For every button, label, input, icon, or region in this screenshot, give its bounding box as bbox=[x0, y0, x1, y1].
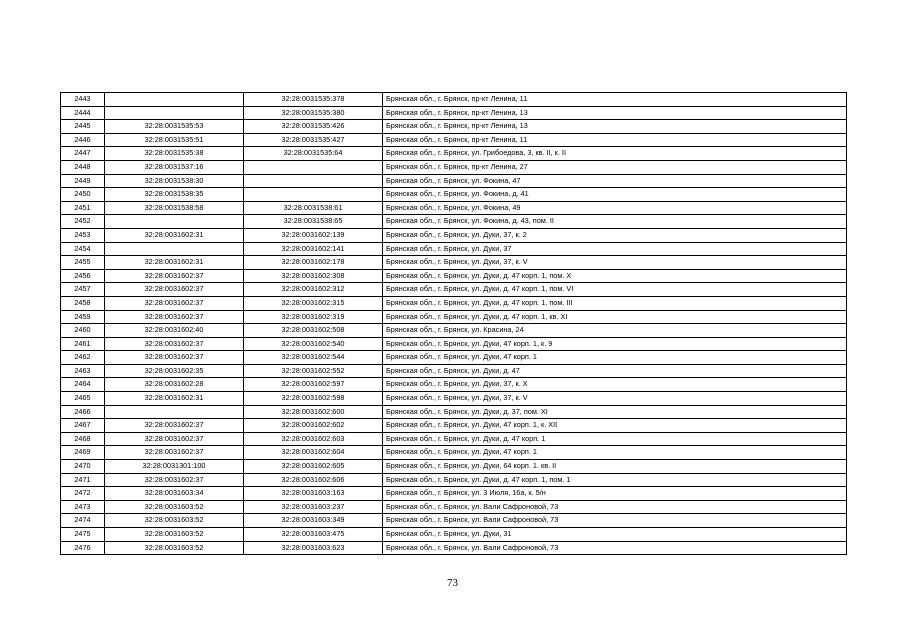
row-number-cell: 2475 bbox=[61, 528, 105, 542]
object-cadastral-cell: 32:28:0031535:380 bbox=[244, 106, 383, 120]
row-number-cell: 2471 bbox=[61, 473, 105, 487]
land-cadastral-cell: 32:28:0031602:37 bbox=[105, 296, 244, 310]
object-cadastral-cell: 32:28:0031602:552 bbox=[244, 364, 383, 378]
land-cadastral-cell: 32:28:0031603:52 bbox=[105, 541, 244, 555]
land-cadastral-cell: 32:28:0031603:52 bbox=[105, 514, 244, 528]
table-body bbox=[61, 93, 847, 555]
row-number-cell: 2459 bbox=[61, 310, 105, 324]
object-cadastral-cell: 32:28:0031603:237 bbox=[244, 500, 383, 514]
address-cell: Брянская обл., г. Брянск, ул. Дуки, 31 bbox=[383, 528, 847, 542]
land-cadastral-cell: 32:28:0031602:37 bbox=[105, 310, 244, 324]
table-row bbox=[61, 228, 847, 242]
land-cadastral-cell: 32:28:0031602:31 bbox=[105, 392, 244, 406]
land-cadastral-cell: 32:28:0031535:51 bbox=[105, 133, 244, 147]
address-cell: Брянская обл., г. Брянск, ул. Дуки, 47 корп. 1, к. XII bbox=[383, 419, 847, 433]
land-cadastral-cell: 32:28:0031538:35 bbox=[105, 188, 244, 202]
table-row bbox=[61, 541, 847, 555]
land-cadastral-cell: 32:28:0031602:37 bbox=[105, 269, 244, 283]
address-cell: Брянская обл., г. Брянск, ул. Дуки, 37, к. X bbox=[383, 378, 847, 392]
row-number-cell: 2445 bbox=[61, 120, 105, 134]
land-cadastral-cell: 32:28:0031602:37 bbox=[105, 432, 244, 446]
object-cadastral-cell: 32:28:0031602:544 bbox=[244, 351, 383, 365]
object-cadastral-cell: 32:28:0031602:597 bbox=[244, 378, 383, 392]
object-cadastral-cell: 32:28:0031535:427 bbox=[244, 133, 383, 147]
row-number-cell: 2456 bbox=[61, 269, 105, 283]
table-row bbox=[61, 160, 847, 174]
table-row bbox=[61, 296, 847, 310]
object-cadastral-cell bbox=[244, 160, 383, 174]
address-cell: Брянская обл., г. Брянск, пр-кт Ленина, 13 bbox=[383, 120, 847, 134]
land-cadastral-cell bbox=[105, 242, 244, 256]
address-cell: Брянская обл., г. Брянск, ул. Дуки, 37, к. V bbox=[383, 256, 847, 270]
land-cadastral-cell bbox=[105, 215, 244, 229]
object-cadastral-cell: 32:28:0031603:475 bbox=[244, 528, 383, 542]
table-row bbox=[61, 215, 847, 229]
row-number-cell: 2448 bbox=[61, 160, 105, 174]
address-cell: Брянская обл., г. Брянск, ул. Вали Сафроновой, 73 bbox=[383, 514, 847, 528]
address-cell: Брянская обл., г. Брянск, ул. Дуки, д. 47 корп. 1, пом. 1 bbox=[383, 473, 847, 487]
row-number-cell: 2444 bbox=[61, 106, 105, 120]
table-row bbox=[61, 93, 847, 107]
object-cadastral-cell: 32:28:0031602:508 bbox=[244, 324, 383, 338]
table-row bbox=[61, 174, 847, 188]
row-number-cell: 2472 bbox=[61, 487, 105, 501]
address-cell: Брянская обл., г. Брянск, ул. Дуки, 37, к. V bbox=[383, 392, 847, 406]
address-cell: Брянская обл., г. Брянск, ул. Фокина, 47 bbox=[383, 174, 847, 188]
address-cell: Брянская обл., г. Брянск, ул. 3 Июля, 16а, к. 5/н bbox=[383, 487, 847, 501]
table-row bbox=[61, 256, 847, 270]
table-row bbox=[61, 242, 847, 256]
address-cell: Брянская обл., г. Брянск, ул. Дуки, 37, к. 2 bbox=[383, 228, 847, 242]
row-number-cell: 2461 bbox=[61, 337, 105, 351]
address-cell: Брянская обл., г. Брянск, ул. Красина, 24 bbox=[383, 324, 847, 338]
object-cadastral-cell: 32:28:0031603:163 bbox=[244, 487, 383, 501]
land-cadastral-cell: 32:28:0031602:28 bbox=[105, 378, 244, 392]
address-cell: Брянская обл., г. Брянск, ул. Дуки, д. 47 корп. 1, пом. III bbox=[383, 296, 847, 310]
address-cell: Брянская обл., г. Брянск, ул. Дуки, д. 47 корп. 1, пом. VI bbox=[383, 283, 847, 297]
table-row bbox=[61, 392, 847, 406]
land-cadastral-cell: 32:28:0031602:35 bbox=[105, 364, 244, 378]
table-row bbox=[61, 446, 847, 460]
table-row bbox=[61, 460, 847, 474]
address-cell: Брянская обл., г. Брянск, ул. Грибоедова, 3, кв. II, к. II bbox=[383, 147, 847, 161]
land-cadastral-cell bbox=[105, 106, 244, 120]
object-cadastral-cell: 32:28:0031602:598 bbox=[244, 392, 383, 406]
table-row bbox=[61, 337, 847, 351]
table-row bbox=[61, 188, 847, 202]
table-row bbox=[61, 324, 847, 338]
table-row bbox=[61, 419, 847, 433]
land-cadastral-cell: 32:28:0031602:37 bbox=[105, 283, 244, 297]
address-cell: Брянская обл., г. Брянск, ул. Дуки, 47 корп. 1 bbox=[383, 446, 847, 460]
table-row bbox=[61, 133, 847, 147]
object-cadastral-cell bbox=[244, 174, 383, 188]
row-number-cell: 2467 bbox=[61, 419, 105, 433]
table-row bbox=[61, 432, 847, 446]
row-number-cell: 2451 bbox=[61, 201, 105, 215]
land-cadastral-cell: 32:28:0031535:53 bbox=[105, 120, 244, 134]
table-row bbox=[61, 405, 847, 419]
address-cell: Брянская обл., г. Брянск, ул. Фокина, д. 43, пом. II bbox=[383, 215, 847, 229]
land-cadastral-cell bbox=[105, 405, 244, 419]
object-cadastral-cell: 32:28:0031602:312 bbox=[244, 283, 383, 297]
row-number-cell: 2464 bbox=[61, 378, 105, 392]
row-number-cell: 2468 bbox=[61, 432, 105, 446]
address-cell: Брянская обл., г. Брянск, пр-кт Ленина, 11 bbox=[383, 133, 847, 147]
object-cadastral-cell: 32:28:0031602:603 bbox=[244, 432, 383, 446]
row-number-cell: 2469 bbox=[61, 446, 105, 460]
row-number-cell: 2453 bbox=[61, 228, 105, 242]
address-cell: Брянская обл., г. Брянск, ул. Дуки, д. 37, пом. XI bbox=[383, 405, 847, 419]
row-number-cell: 2458 bbox=[61, 296, 105, 310]
object-cadastral-cell: 32:28:0031603:623 bbox=[244, 541, 383, 555]
address-cell: Брянская обл., г. Брянск, ул. Дуки, 47 корп. 1 bbox=[383, 351, 847, 365]
land-cadastral-cell bbox=[105, 93, 244, 107]
land-cadastral-cell: 32:28:0031602:31 bbox=[105, 228, 244, 242]
address-cell: Брянская обл., г. Брянск, ул. Вали Сафроновой, 73 bbox=[383, 500, 847, 514]
object-cadastral-cell: 32:28:0031602:178 bbox=[244, 256, 383, 270]
row-number-cell: 2446 bbox=[61, 133, 105, 147]
land-cadastral-cell: 32:28:0031535:38 bbox=[105, 147, 244, 161]
row-number-cell: 2470 bbox=[61, 460, 105, 474]
land-cadastral-cell: 32:28:0031603:34 bbox=[105, 487, 244, 501]
row-number-cell: 2462 bbox=[61, 351, 105, 365]
row-number-cell: 2465 bbox=[61, 392, 105, 406]
address-cell: Брянская обл., г. Брянск, пр-кт Ленина, 27 bbox=[383, 160, 847, 174]
land-cadastral-cell: 32:28:0031602:31 bbox=[105, 256, 244, 270]
object-cadastral-cell bbox=[244, 188, 383, 202]
row-number-cell: 2443 bbox=[61, 93, 105, 107]
land-cadastral-cell: 32:28:0031603:52 bbox=[105, 500, 244, 514]
object-cadastral-cell: 32:28:0031602:605 bbox=[244, 460, 383, 474]
row-number-cell: 2447 bbox=[61, 147, 105, 161]
table-row bbox=[61, 528, 847, 542]
row-number-cell: 2473 bbox=[61, 500, 105, 514]
row-number-cell: 2460 bbox=[61, 324, 105, 338]
object-cadastral-cell: 32:28:0031603:349 bbox=[244, 514, 383, 528]
table-row bbox=[61, 473, 847, 487]
table-row bbox=[61, 500, 847, 514]
row-number-cell: 2450 bbox=[61, 188, 105, 202]
address-cell: Брянская обл., г. Брянск, ул. Фокина, 49 bbox=[383, 201, 847, 215]
table-row bbox=[61, 487, 847, 501]
land-cadastral-cell: 32:28:0031602:37 bbox=[105, 473, 244, 487]
object-cadastral-cell: 32:28:0031602:139 bbox=[244, 228, 383, 242]
object-cadastral-cell: 32:28:0031538:61 bbox=[244, 201, 383, 215]
land-cadastral-cell: 32:28:0031538:58 bbox=[105, 201, 244, 215]
object-cadastral-cell: 32:28:0031602:540 bbox=[244, 337, 383, 351]
row-number-cell: 2476 bbox=[61, 541, 105, 555]
table-row bbox=[61, 283, 847, 297]
row-number-cell: 2454 bbox=[61, 242, 105, 256]
object-cadastral-cell: 32:28:0031538:65 bbox=[244, 215, 383, 229]
land-cadastral-cell: 32:28:0031602:40 bbox=[105, 324, 244, 338]
row-number-cell: 2452 bbox=[61, 215, 105, 229]
table-row bbox=[61, 514, 847, 528]
table-row bbox=[61, 147, 847, 161]
row-number-cell: 2449 bbox=[61, 174, 105, 188]
row-number-cell: 2474 bbox=[61, 514, 105, 528]
object-cadastral-cell: 32:28:0031535:378 bbox=[244, 93, 383, 107]
object-cadastral-cell: 32:28:0031535:426 bbox=[244, 120, 383, 134]
land-cadastral-cell: 32:28:0031602:37 bbox=[105, 351, 244, 365]
table-row bbox=[61, 310, 847, 324]
object-cadastral-cell: 32:28:0031602:606 bbox=[244, 473, 383, 487]
address-cell: Брянская обл., г. Брянск, ул. Дуки, д. 47 корп. 1 bbox=[383, 432, 847, 446]
row-number-cell: 2457 bbox=[61, 283, 105, 297]
object-cadastral-cell: 32:28:0031602:319 bbox=[244, 310, 383, 324]
object-cadastral-cell: 32:28:0031602:315 bbox=[244, 296, 383, 310]
address-cell: Брянская обл., г. Брянск, пр-кт Ленина, 11 bbox=[383, 93, 847, 107]
table-row bbox=[61, 201, 847, 215]
row-number-cell: 2466 bbox=[61, 405, 105, 419]
page-number: 73 bbox=[447, 577, 458, 589]
table-row bbox=[61, 269, 847, 283]
address-cell: Брянская обл., г. Брянск, ул. Дуки, д. 47 корп. 1, пом. X bbox=[383, 269, 847, 283]
object-cadastral-cell: 32:28:0031602:600 bbox=[244, 405, 383, 419]
object-cadastral-cell: 32:28:0031602:602 bbox=[244, 419, 383, 433]
cadastral-table bbox=[60, 92, 847, 555]
address-cell: Брянская обл., г. Брянск, пр-кт Ленина, 13 bbox=[383, 106, 847, 120]
address-cell: Брянская обл., г. Брянск, ул. Фокина, д. 41 bbox=[383, 188, 847, 202]
land-cadastral-cell: 32:28:0031603:52 bbox=[105, 528, 244, 542]
address-cell: Брянская обл., г. Брянск, ул. Дуки, 37 bbox=[383, 242, 847, 256]
land-cadastral-cell: 32:28:0031538:30 bbox=[105, 174, 244, 188]
table-row bbox=[61, 378, 847, 392]
address-cell: Брянская обл., г. Брянск, ул. Дуки, д. 47 bbox=[383, 364, 847, 378]
object-cadastral-cell: 32:28:0031602:308 bbox=[244, 269, 383, 283]
address-cell: Брянская обл., г. Брянск, ул. Дуки, 47 корп. 1, к. 9 bbox=[383, 337, 847, 351]
land-cadastral-cell: 32:28:0031602:37 bbox=[105, 337, 244, 351]
table-row bbox=[61, 364, 847, 378]
table-row bbox=[61, 106, 847, 120]
land-cadastral-cell: 32:28:0031602:37 bbox=[105, 419, 244, 433]
row-number-cell: 2463 bbox=[61, 364, 105, 378]
row-number-cell: 2455 bbox=[61, 256, 105, 270]
object-cadastral-cell: 32:28:0031535:64 bbox=[244, 147, 383, 161]
land-cadastral-cell: 32:28:0031602:37 bbox=[105, 446, 244, 460]
table-row bbox=[61, 351, 847, 365]
address-cell: Брянская обл., г. Брянск, ул. Вали Сафроновой, 73 bbox=[383, 541, 847, 555]
land-cadastral-cell: 32:28:0031537:16 bbox=[105, 160, 244, 174]
address-cell: Брянская обл., г. Брянск, ул. Дуки, 64 корп. 1. кв. II bbox=[383, 460, 847, 474]
object-cadastral-cell: 32:28:0031602:141 bbox=[244, 242, 383, 256]
object-cadastral-cell: 32:28:0031602:604 bbox=[244, 446, 383, 460]
address-cell: Брянская обл., г. Брянск, ул. Дуки, д. 47 корп. 1, кв. XI bbox=[383, 310, 847, 324]
land-cadastral-cell: 32:28:0031301:100 bbox=[105, 460, 244, 474]
table-row bbox=[61, 120, 847, 134]
